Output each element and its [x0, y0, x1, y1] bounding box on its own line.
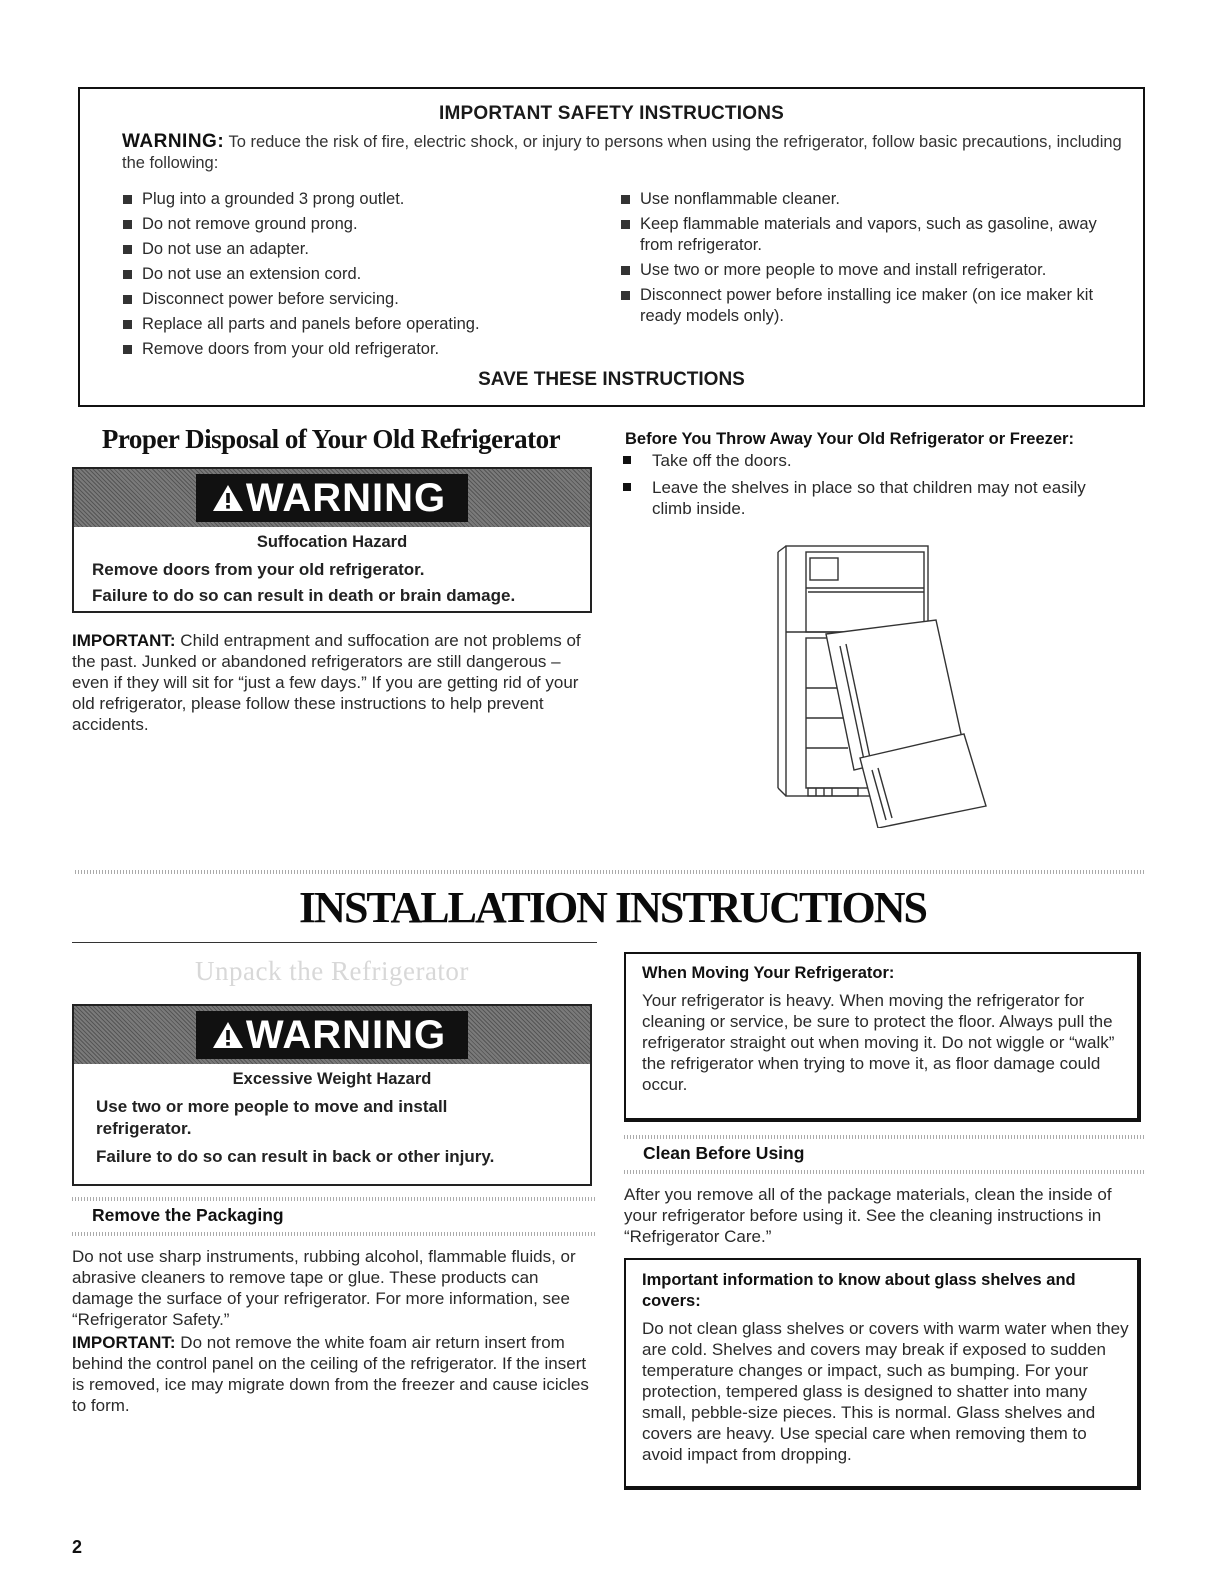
- safety-item: Keep flammable materials and vapors, such as gasoline, away from refrigerator.: [618, 214, 1118, 256]
- moving-title: When Moving Your Refrigerator:: [642, 964, 895, 982]
- weight-warning-box: [72, 1004, 592, 1186]
- remove-packaging-title: Remove the Packaging: [92, 1205, 284, 1225]
- safety-instructions-box: [78, 87, 1145, 407]
- safety-item: Disconnect power before installing ice maker (on ice maker kit ready models only).: [618, 285, 1118, 327]
- warning-heading: WARNING: [245, 1013, 447, 1057]
- warning-heading: WARNING: [245, 476, 447, 520]
- warning-triangle-icon: [212, 483, 244, 513]
- page-number: 2: [72, 1537, 83, 1557]
- glass-info-text: Do not clean glass shelves or covers with warm water when they are cold. Shelves and covers may break if exposed to sudden temperature changes or impact, such as bumping. For your protection, tempered glass is designed to shatter into many small, pebble-size pieces. This is normal. Glass shelves and covers are heavy. Use special care when removing them to avoid impact from dropping.: [642, 1319, 1129, 1464]
- safety-item: Do not use an extension cord.: [120, 264, 590, 285]
- refrigerator-doors-removed-illustration: [768, 538, 993, 828]
- safety-item: Replace all parts and panels before operating.: [120, 314, 590, 335]
- safety-list-left: [120, 189, 590, 364]
- moving-text: Your refrigerator is heavy. When moving the refrigerator for cleaning or service, be sure to protect the floor. Always pull the refrigerator straight out when moving it. Do not wiggle or “walk” the refrigerator when trying to move it, as floor damage could occur.: [642, 991, 1115, 1094]
- subsection-divider: [72, 1232, 597, 1236]
- safety-item: Use nonflammable cleaner.: [618, 189, 1118, 210]
- suffocation-warning-box: [72, 467, 592, 613]
- safety-list-right: [618, 189, 1118, 331]
- glass-info-title: Important information to know about glass shelves and covers:: [642, 1271, 1076, 1310]
- warning-line: Use two or more people to move and install refrigerator.: [96, 1097, 448, 1138]
- safety-title: IMPORTANT SAFETY INSTRUCTIONS: [439, 103, 784, 124]
- clean-before-using-title: Clean Before Using: [643, 1143, 805, 1163]
- section-divider: [75, 870, 1145, 874]
- important-label: IMPORTANT:: [72, 1333, 176, 1352]
- save-instructions: SAVE THESE INSTRUCTIONS: [478, 369, 745, 390]
- unpack-title: Unpack the Refrigerator: [195, 956, 469, 986]
- before-throw-away-title: Before You Throw Away Your Old Refrigerator or Freezer:: [625, 430, 1074, 448]
- warning-body: To reduce the risk of fire, electric shock, or injury to persons when using the refrigerator, follow basic precautions, including the following:: [122, 133, 1122, 172]
- remove-packaging-text: Do not use sharp instruments, rubbing alcohol, flammable fluids, or abrasive cleaners to remove tape or glue. These products can damage the surface of your refrigerator. For more information, see “Refrigerator Safety.”: [72, 1247, 576, 1329]
- before-throw-away-list: [620, 450, 1130, 525]
- subsection-divider: [624, 1170, 1144, 1174]
- warning-line: Remove doors from your old refrigerator.: [92, 560, 425, 579]
- subsection-divider: [72, 1197, 597, 1201]
- safety-warning-text: [122, 131, 1132, 174]
- subsection-divider: [624, 1135, 1144, 1139]
- safety-item: Remove doors from your old refrigerator.: [120, 339, 590, 360]
- important-text: Do not remove the white foam air return insert from behind the control panel on the ceiling of the refrigerator. If the insert is removed, ice may migrate down from the freezer and cause icicles to form.: [72, 1333, 589, 1415]
- warning-line: Failure to do so can result in back or other injury.: [96, 1147, 495, 1166]
- clean-before-using-text: After you remove all of the package materials, clean the inside of your refrigerator before using it. See the cleaning instructions in “Refrigerator Care.”: [624, 1185, 1112, 1246]
- warning-line: Failure to do so can result in death or brain damage.: [92, 586, 516, 605]
- installation-title: INSTALLATION INSTRUCTIONS: [299, 883, 926, 932]
- safety-item: Do not use an adapter.: [120, 239, 590, 260]
- before-item: Take off the doors.: [620, 450, 1130, 471]
- warning-header: [74, 1006, 590, 1064]
- important-text: Child entrapment and suffocation are not problems of the past. Junked or abandoned refrigerators are still dangerous – even if they will sit for “just a few days.” If you are getting rid of your old refrigerator, please follow these instructions to help prevent accidents.: [72, 631, 581, 734]
- warning-triangle-icon: [212, 1020, 244, 1050]
- hazard-name: Suffocation Hazard: [256, 533, 408, 551]
- warning-label: WARNING:: [122, 131, 225, 152]
- disposal-important-paragraph: [72, 630, 592, 735]
- safety-item: Do not remove ground prong.: [120, 214, 590, 235]
- safety-item: Disconnect power before servicing.: [120, 289, 590, 310]
- warning-header: [74, 469, 590, 527]
- before-item: Leave the shelves in place so that children may not easily climb inside.: [620, 477, 1130, 519]
- important-label: IMPORTANT:: [72, 631, 176, 650]
- glass-shelves-info-box: [624, 1258, 1141, 1490]
- safety-item: Use two or more people to move and install refrigerator.: [618, 260, 1118, 281]
- moving-refrigerator-box: [624, 952, 1141, 1122]
- hazard-name: Excessive Weight Hazard: [232, 1070, 432, 1088]
- disposal-title: Proper Disposal of Your Old Refrigerator: [101, 424, 561, 454]
- safety-item: Plug into a grounded 3 prong outlet.: [120, 189, 590, 210]
- install-important-paragraph: [72, 1332, 597, 1416]
- column-rule: [72, 942, 597, 943]
